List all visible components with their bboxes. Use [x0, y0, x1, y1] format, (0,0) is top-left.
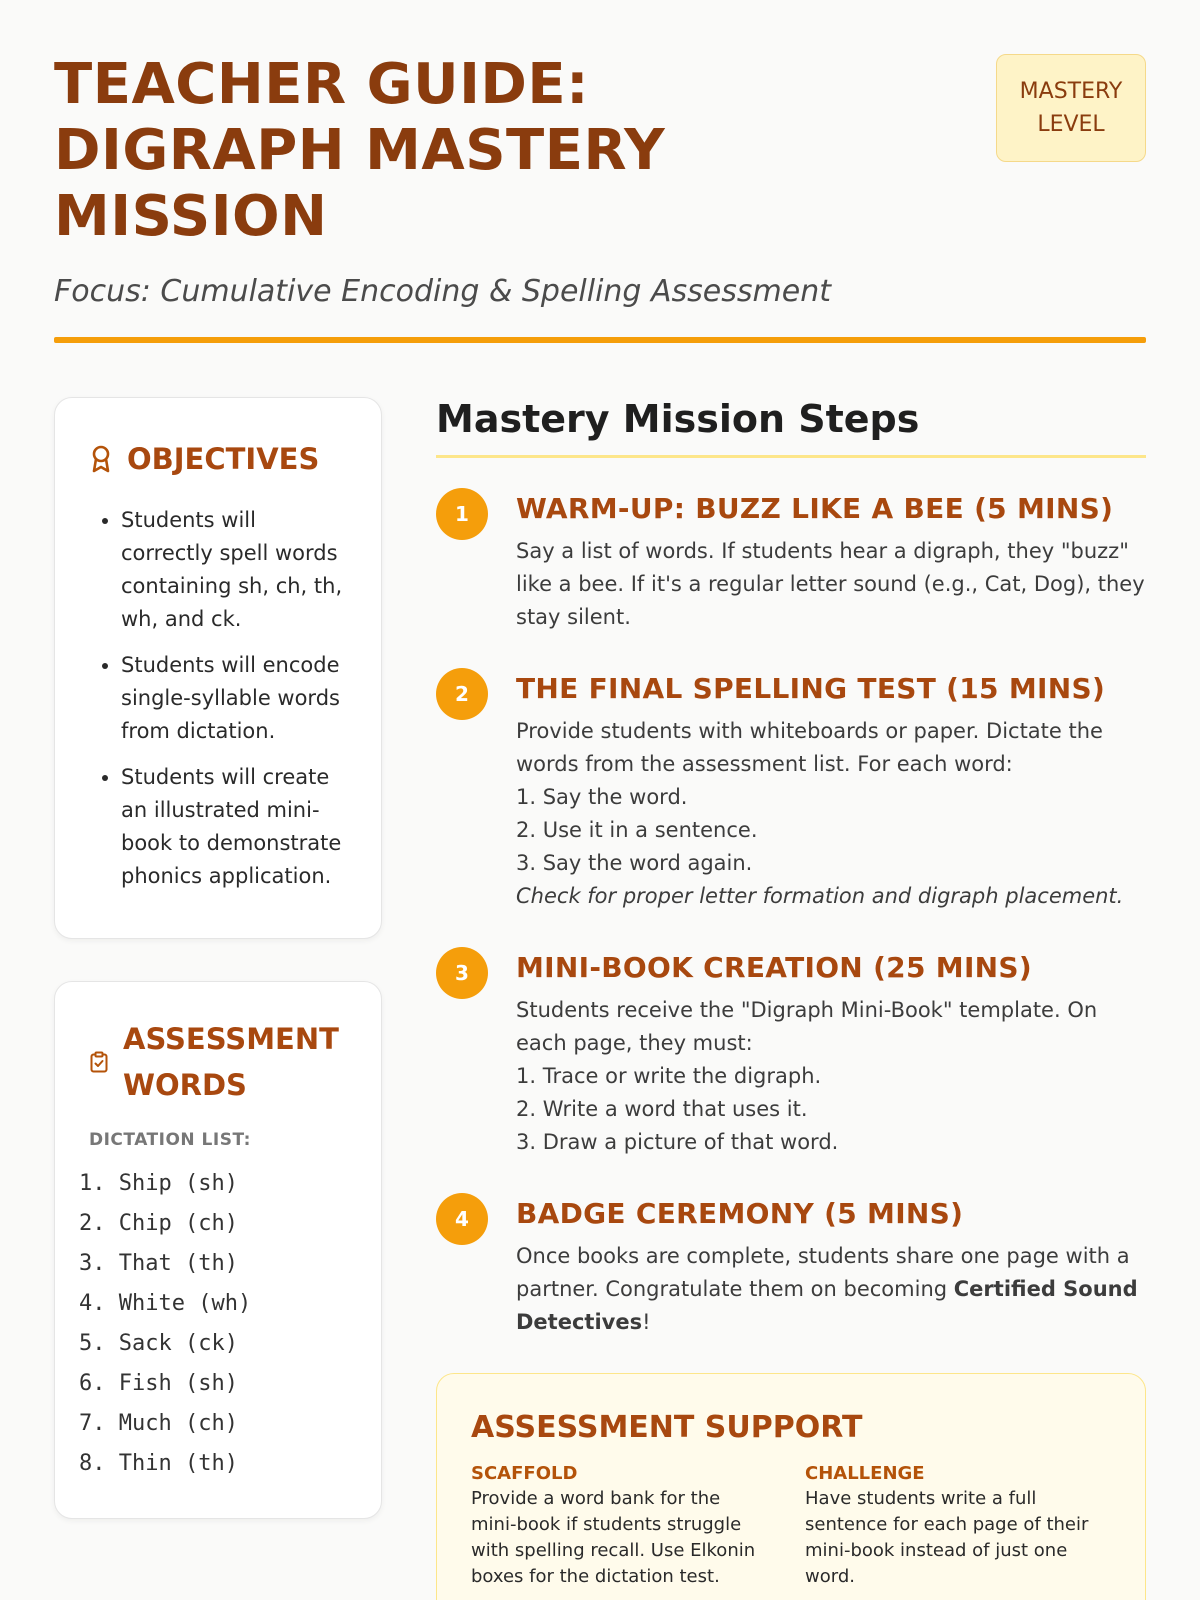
- main-column: [436, 397, 1146, 1600]
- dictation-word: 8. Thin (th): [79, 1451, 238, 1476]
- assessment-header: [89, 1016, 349, 1108]
- dictation-word: 4. White (wh): [79, 1291, 252, 1316]
- objective-item: • Students will correctly spell words containing sh, ch, th, wh, and ck.: [121, 504, 349, 636]
- step-text: Once books are complete, students share one page with a partner. Congratulate them on becoming: [516, 1244, 1130, 1301]
- step-3: [436, 947, 1146, 1159]
- step-description: [516, 994, 1146, 1159]
- challenge-label: CHALLENGE: [805, 1463, 925, 1484]
- step-title: THE FINAL SPELLING TEST (15 MINS): [516, 672, 1106, 705]
- header: [54, 0, 1146, 343]
- dictation-word-list: [79, 1164, 349, 1484]
- objective-item: • Students will encode single-syllable words from dictation.: [121, 649, 349, 748]
- step-number-badge: 3: [436, 947, 488, 999]
- dictation-word: 3. That (th): [79, 1251, 238, 1276]
- step-number-badge: 4: [436, 1193, 488, 1245]
- step-description: [516, 535, 1146, 634]
- dictation-word: 2. Chip (ch): [79, 1211, 238, 1236]
- dictation-word: 5. Sack (ck): [79, 1331, 238, 1356]
- challenge-text: Have students write a full sentence for each page of their mini-book instead of just one word.: [805, 1488, 1089, 1587]
- challenge-column: [805, 1463, 1105, 1590]
- objectives-header: [89, 436, 349, 482]
- step-description: [516, 715, 1146, 913]
- clipboard-check-icon: [89, 1051, 109, 1073]
- step-highlight: Certified Sound Detectives: [516, 1277, 1138, 1334]
- dictation-word: 1. Ship (sh): [79, 1171, 238, 1196]
- step-number-badge: 1: [436, 488, 488, 540]
- step-body: [516, 947, 1146, 1159]
- step-note: Check for proper letter formation and digraph placement.: [516, 884, 1124, 908]
- sidebar: [54, 397, 382, 1519]
- step-text-end: !: [642, 1310, 651, 1334]
- objective-item: • Students will create an illustrated mini-book to demonstrate phonics application.: [121, 761, 349, 893]
- step-4: [436, 1193, 1146, 1339]
- step-instruction: 3. Draw a picture of that word.: [516, 1130, 839, 1154]
- step-title: BADGE CEREMONY (5 MINS): [516, 1197, 964, 1230]
- page-subtitle: Focus: Cumulative Encoding & Spelling Assessment: [54, 274, 831, 309]
- support-columns: [471, 1463, 1111, 1590]
- step-body: [516, 488, 1146, 634]
- dictation-word: 6. Fish (sh): [79, 1371, 238, 1396]
- step-text: Provide students with whiteboards or paper. Dictate the words from the assessment list. For each word:: [516, 719, 1103, 776]
- step-text: Say a list of words. If students hear a digraph, they "buzz" like a bee. If it's a regular letter sound (e.g., Cat, Dog), they stay silent.: [516, 539, 1145, 629]
- assessment-words-card: [54, 981, 382, 1519]
- step-title: WARM-UP: BUZZ LIKE A BEE (5 MINS): [516, 492, 1114, 525]
- page-title: TEACHER GUIDE: DIGRAPH MASTERY MISSION: [54, 52, 666, 249]
- dictation-word: 7. Much (ch): [79, 1411, 238, 1436]
- step-number-badge: 2: [436, 668, 488, 720]
- scaffold-text: Provide a word bank for the mini-book if students struggle with spelling recall. Use Elkonin boxes for the dictation test.: [471, 1488, 756, 1587]
- content: [54, 397, 1146, 1597]
- support-title: ASSESSMENT SUPPORT: [471, 1410, 863, 1445]
- scaffold-label: SCAFFOLD: [471, 1463, 578, 1484]
- step-description: [516, 1240, 1146, 1339]
- steps-section-title: Mastery Mission Steps: [436, 397, 1146, 458]
- step-body: [516, 1193, 1146, 1339]
- scaffold-column: [471, 1463, 771, 1590]
- step-body: [516, 668, 1146, 913]
- objectives-card: [54, 397, 382, 939]
- step-1: [436, 488, 1146, 634]
- step-instruction: 1. Say the word.: [516, 785, 688, 809]
- step-title: MINI-BOOK CREATION (25 MINS): [516, 951, 1032, 984]
- step-text: Students receive the "Digraph Mini-Book" template. On each page, they must:: [516, 998, 1098, 1055]
- step-2: [436, 668, 1146, 913]
- objectives-title: OBJECTIVES: [127, 442, 320, 476]
- steps-list: [436, 488, 1146, 1339]
- header-divider: [54, 337, 1146, 343]
- objectives-list: [89, 504, 349, 893]
- step-instruction: 1. Trace or write the digraph.: [516, 1064, 822, 1088]
- step-instruction: 3. Say the word again.: [516, 851, 753, 875]
- assessment-title: ASSESSMENT WORDS: [123, 1022, 339, 1102]
- step-instruction: 2. Write a word that uses it.: [516, 1097, 808, 1121]
- mastery-level-badge: MASTERY LEVEL: [996, 54, 1146, 162]
- step-instruction: 2. Use it in a sentence.: [516, 818, 758, 842]
- dictation-list-label: DICTATION LIST:: [89, 1130, 251, 1150]
- assessment-support-box: [436, 1373, 1146, 1600]
- award-ribbon-icon: [89, 444, 113, 474]
